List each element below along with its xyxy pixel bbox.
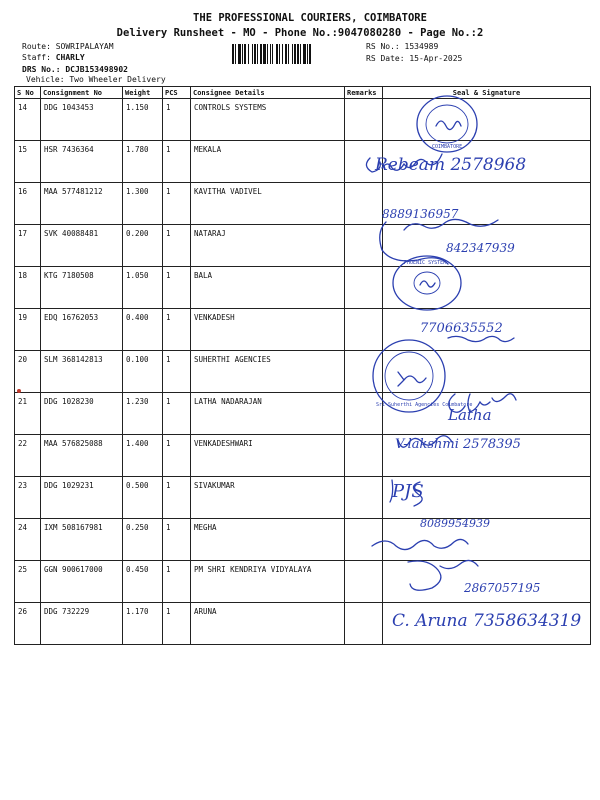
barcode-bar bbox=[254, 44, 256, 64]
weight-cell: 0.500 bbox=[123, 477, 163, 519]
barcode-bar bbox=[263, 44, 266, 64]
seal-signature-cell bbox=[383, 603, 591, 645]
consignment-cell: EDQ 16762053 bbox=[41, 309, 123, 351]
barcode-bar bbox=[242, 44, 243, 64]
seal-signature-cell bbox=[383, 141, 591, 183]
barcode-bar bbox=[235, 44, 236, 64]
sno-cell: 22 bbox=[15, 435, 41, 477]
barcode-bar bbox=[260, 44, 262, 64]
consignment-cell: DDG 1029231 bbox=[41, 477, 123, 519]
rs-no-value: 1534989 bbox=[404, 42, 439, 51]
seal-signature-cell bbox=[383, 519, 591, 561]
pcs-cell: 1 bbox=[163, 99, 191, 141]
pcs-cell: 1 bbox=[163, 267, 191, 309]
seal-signature-cell bbox=[383, 267, 591, 309]
weight-cell: 1.230 bbox=[123, 393, 163, 435]
consignee-cell: VENKADESHWARI bbox=[191, 435, 345, 477]
sno-cell: 24 bbox=[15, 519, 41, 561]
consignment-cell: DDG 1028230 bbox=[41, 393, 123, 435]
runsheet-table bbox=[14, 86, 591, 645]
pcs-cell: 1 bbox=[163, 141, 191, 183]
barcode-bar bbox=[288, 44, 289, 64]
pcs-cell: 1 bbox=[163, 393, 191, 435]
sno-cell: 21 bbox=[15, 393, 41, 435]
drs-line: DRS No.: DCJB153498902 bbox=[22, 65, 128, 74]
table-row bbox=[15, 351, 591, 393]
pcs-cell: 1 bbox=[163, 603, 191, 645]
barcode-bar bbox=[267, 44, 268, 64]
sno-cell: 25 bbox=[15, 561, 41, 603]
consignment-cell: KTG 7180508 bbox=[41, 267, 123, 309]
seal-signature-cell bbox=[383, 393, 591, 435]
staff-value: CHARLY bbox=[55, 53, 85, 62]
remarks-cell bbox=[345, 477, 383, 519]
consignment-cell: MAA 576825088 bbox=[41, 435, 123, 477]
barcode-bar bbox=[252, 44, 253, 64]
weight-cell: 1.050 bbox=[123, 267, 163, 309]
consignment-cell: DDG 1043453 bbox=[41, 99, 123, 141]
consignee-cell: MEGHA bbox=[191, 519, 345, 561]
svg-text:8089954939: 8089954939 bbox=[420, 517, 490, 530]
barcode-bar bbox=[232, 44, 234, 64]
col-seal-signature: Seal & Signature bbox=[383, 87, 591, 99]
sno-cell: 20 bbox=[15, 351, 41, 393]
consignee-cell: NATARAJ bbox=[191, 225, 345, 267]
sno-cell: 26 bbox=[15, 603, 41, 645]
sno-cell: 23 bbox=[15, 477, 41, 519]
barcode-bar bbox=[300, 44, 301, 64]
staff-line: Staff: CHARLY bbox=[22, 53, 85, 62]
rs-date-line: RS Date: 15-Apr-2025 bbox=[366, 54, 463, 63]
col-consignment: Consignment No bbox=[41, 87, 123, 99]
remarks-cell bbox=[345, 393, 383, 435]
weight-cell: 1.170 bbox=[123, 603, 163, 645]
remarks-cell bbox=[345, 351, 383, 393]
consignee-cell: BALA bbox=[191, 267, 345, 309]
rs-date-value: 15-Apr-2025 bbox=[409, 54, 463, 63]
barcode bbox=[232, 44, 356, 64]
consignee-cell: CONTROLS SYSTEMS bbox=[191, 99, 345, 141]
barcode-bar bbox=[279, 44, 280, 64]
svg-text:V-lakshmi 2578395: V-lakshmi 2578395 bbox=[395, 437, 521, 452]
pcs-cell: 1 bbox=[163, 309, 191, 351]
col-consignee: Consignee Details bbox=[191, 87, 345, 99]
table-row bbox=[15, 267, 591, 309]
weight-cell: 0.200 bbox=[123, 225, 163, 267]
pcs-cell: 1 bbox=[163, 225, 191, 267]
svg-text:7706635552: 7706635552 bbox=[420, 321, 503, 336]
svg-text:Sri Suherthi Agencies Coimbato: Sri Suherthi Agencies Coimbatore bbox=[376, 402, 473, 408]
col-pcs: PCS bbox=[163, 87, 191, 99]
consignment-cell: GGN 900617000 bbox=[41, 561, 123, 603]
remarks-cell bbox=[345, 141, 383, 183]
barcode-bar bbox=[257, 44, 258, 64]
weight-cell: 0.250 bbox=[123, 519, 163, 561]
weight-cell: 0.400 bbox=[123, 309, 163, 351]
barcode-bar bbox=[297, 44, 299, 64]
remarks-cell bbox=[345, 519, 383, 561]
seal-signature-cell bbox=[383, 99, 591, 141]
vehicle-line: Vehicle: Two Wheeler Delivery bbox=[26, 75, 166, 84]
vehicle-value: Two Wheeler Delivery bbox=[69, 75, 166, 84]
svg-text:842347939: 842347939 bbox=[446, 241, 515, 255]
barcode-bar bbox=[282, 44, 283, 64]
remarks-cell bbox=[345, 267, 383, 309]
barcode-bar bbox=[307, 44, 308, 64]
pcs-cell: 1 bbox=[163, 351, 191, 393]
svg-text:PJS: PJS bbox=[392, 481, 424, 502]
remarks-cell bbox=[345, 183, 383, 225]
sno-cell: 16 bbox=[15, 183, 41, 225]
table-body bbox=[15, 99, 591, 645]
barcode-bar bbox=[292, 44, 293, 64]
remarks-cell bbox=[345, 99, 383, 141]
table-row bbox=[15, 183, 591, 225]
sno-cell: 18 bbox=[15, 267, 41, 309]
consignee-cell: ARUNA bbox=[191, 603, 345, 645]
seal-signature-cell bbox=[383, 477, 591, 519]
consignment-cell: MAA 577481212 bbox=[41, 183, 123, 225]
consignee-cell: VENKADESH bbox=[191, 309, 345, 351]
consignee-cell: MEKALA bbox=[191, 141, 345, 183]
seal-signature-cell bbox=[383, 561, 591, 603]
consignment-cell: IXM 508167981 bbox=[41, 519, 123, 561]
pcs-cell: 1 bbox=[163, 435, 191, 477]
consignee-cell: LATHA NADARAJAN bbox=[191, 393, 345, 435]
svg-text:C. Aruna 7358634319: C. Aruna 7358634319 bbox=[392, 611, 582, 631]
pcs-cell: 1 bbox=[163, 519, 191, 561]
weight-cell: 1.400 bbox=[123, 435, 163, 477]
weight-cell: 0.450 bbox=[123, 561, 163, 603]
table-row bbox=[15, 477, 591, 519]
sno-cell: 17 bbox=[15, 225, 41, 267]
rs-no-line: RS No.: 1534989 bbox=[366, 42, 439, 51]
barcode-bar bbox=[309, 44, 311, 64]
sno-cell: 14 bbox=[15, 99, 41, 141]
seal-signature-cell bbox=[383, 351, 591, 393]
barcode-bar bbox=[244, 44, 246, 64]
seal-signature-cell bbox=[383, 309, 591, 351]
barcode-bar bbox=[285, 44, 287, 64]
barcode-bar bbox=[248, 44, 249, 64]
consignee-cell: SUHERTHI AGENCIES bbox=[191, 351, 345, 393]
remarks-cell bbox=[345, 603, 383, 645]
table-row bbox=[15, 99, 591, 141]
table-row bbox=[15, 225, 591, 267]
barcode-bar bbox=[276, 44, 278, 64]
svg-text:Rebeam 2578968: Rebeam 2578968 bbox=[375, 155, 527, 175]
weight-cell: 1.780 bbox=[123, 141, 163, 183]
svg-text:Latha: Latha bbox=[448, 406, 492, 424]
table-row bbox=[15, 603, 591, 645]
weight-cell: 1.300 bbox=[123, 183, 163, 225]
pcs-cell: 1 bbox=[163, 183, 191, 225]
consignment-cell: DDG 732229 bbox=[41, 603, 123, 645]
table-row bbox=[15, 141, 591, 183]
barcode-bar bbox=[294, 44, 296, 64]
remarks-cell bbox=[345, 561, 383, 603]
seal-signature-cell bbox=[383, 225, 591, 267]
remarks-cell bbox=[345, 435, 383, 477]
consignee-cell: SIVAKUMAR bbox=[191, 477, 345, 519]
barcode-bar bbox=[272, 44, 273, 64]
pcs-cell: 1 bbox=[163, 561, 191, 603]
table-row bbox=[15, 435, 591, 477]
table-row bbox=[15, 309, 591, 351]
sno-cell: 19 bbox=[15, 309, 41, 351]
consignment-cell: HSR 7436364 bbox=[41, 141, 123, 183]
svg-text:PHOENIC SYSTEM: PHOENIC SYSTEM bbox=[404, 260, 447, 266]
col-weight: Weight bbox=[123, 87, 163, 99]
remarks-cell bbox=[345, 225, 383, 267]
consignee-cell: KAVITHA VADIVEL bbox=[191, 183, 345, 225]
seal-signature-cell bbox=[383, 183, 591, 225]
pcs-cell: 1 bbox=[163, 477, 191, 519]
svg-text:8889136957: 8889136957 bbox=[382, 207, 459, 221]
table-header bbox=[15, 87, 591, 99]
seal-signature-cell bbox=[383, 435, 591, 477]
svg-text:2867057195: 2867057195 bbox=[464, 581, 541, 595]
route-line: Route: SOWRIPALAYAM bbox=[22, 42, 114, 51]
col-remarks: Remarks bbox=[345, 87, 383, 99]
consignment-cell: SVK 40088481 bbox=[41, 225, 123, 267]
sno-cell: 15 bbox=[15, 141, 41, 183]
weight-cell: 1.150 bbox=[123, 99, 163, 141]
runsheet-subtitle: Delivery Runsheet - MO - Phone No.:9047080280 - Page No.:2 bbox=[116, 27, 484, 39]
table-row bbox=[15, 519, 591, 561]
consignment-cell: SLM 368142813 bbox=[41, 351, 123, 393]
barcode-bar bbox=[303, 44, 306, 64]
consignee-cell: PM SHRI KENDRIYA VIDYALAYA bbox=[191, 561, 345, 603]
svg-text:COIMBATORE: COIMBATORE bbox=[432, 144, 463, 150]
barcode-bar bbox=[238, 44, 241, 64]
table-row bbox=[15, 393, 591, 435]
barcode-bar bbox=[270, 44, 271, 64]
route-value: SOWRIPALAYAM bbox=[55, 42, 114, 51]
drs-value: DCJB153498902 bbox=[65, 65, 128, 74]
weight-cell: 0.100 bbox=[123, 351, 163, 393]
col-sno: S No bbox=[15, 87, 41, 99]
remarks-cell bbox=[345, 309, 383, 351]
company-title: THE PROFESSIONAL COURIERS, COIMBATORE bbox=[193, 12, 427, 24]
table-row bbox=[15, 561, 591, 603]
